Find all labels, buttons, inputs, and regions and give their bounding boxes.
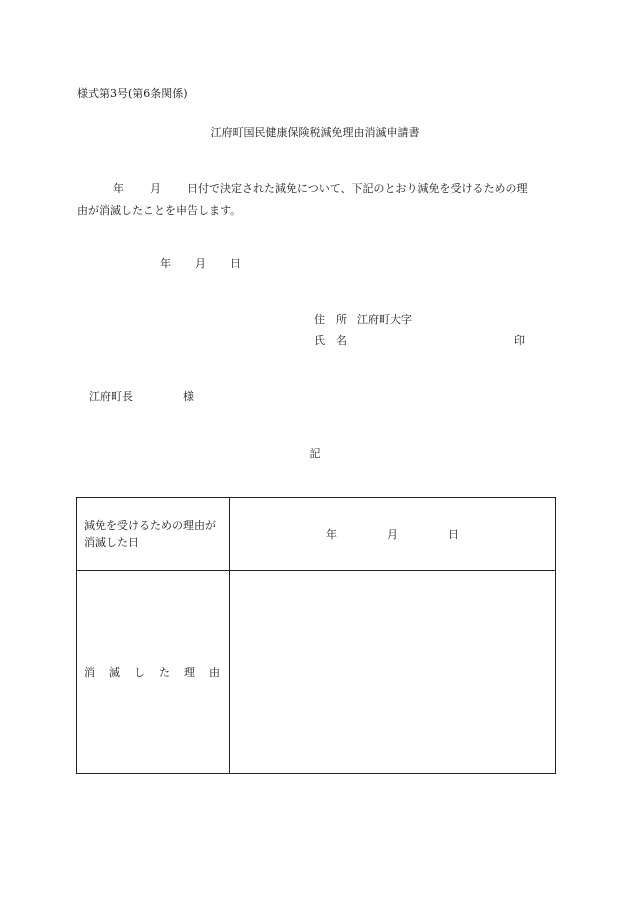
reason-label-char: し bbox=[134, 666, 145, 679]
decision-month-label: 月 bbox=[150, 182, 161, 195]
extinction-date-label-line1: 減免を受けるための理由が bbox=[84, 519, 216, 532]
seal-mark: 印 bbox=[514, 334, 525, 347]
address-value: 江府町大字 bbox=[357, 313, 412, 326]
filing-day-label: 日 bbox=[230, 257, 241, 270]
reason-label-char: 消 bbox=[84, 666, 95, 679]
addressee-title: 江府町長 bbox=[89, 390, 133, 403]
extinction-date-field[interactable] bbox=[230, 498, 556, 571]
filing-year-label: 年 bbox=[160, 257, 171, 270]
extinction-reason-field[interactable] bbox=[230, 571, 556, 774]
reason-label-char: 由 bbox=[209, 666, 220, 679]
addressee-honorific: 様 bbox=[183, 390, 194, 403]
table-row bbox=[77, 571, 556, 774]
address-label: 住 所 bbox=[314, 313, 347, 326]
filing-date bbox=[160, 255, 241, 271]
name-label: 氏 名 bbox=[314, 334, 347, 347]
addressee bbox=[89, 388, 194, 404]
declaration-text bbox=[77, 178, 562, 222]
declaration-line2: 由が消滅したことを申告します。 bbox=[77, 204, 242, 217]
filing-month-label: 月 bbox=[195, 257, 206, 270]
detail-table bbox=[76, 497, 556, 774]
applicant-address bbox=[314, 311, 412, 327]
extinction-year-label: 年 bbox=[326, 528, 337, 541]
extinction-month-label: 月 bbox=[387, 528, 398, 541]
ki-heading: 記 bbox=[309, 447, 321, 460]
form-number: 様式第3号(第6条関係) bbox=[77, 87, 188, 100]
document-title: 江府町国民健康保険税減免理由消滅申請書 bbox=[210, 126, 420, 139]
extinction-day-label: 日 bbox=[448, 528, 459, 541]
applicant-name bbox=[314, 332, 347, 348]
extinction-date-label bbox=[77, 498, 230, 571]
decision-year-label: 年 bbox=[113, 182, 124, 195]
declaration-line1: 日付で決定された減免について、下記のとおり減免を受けるための理 bbox=[187, 182, 528, 195]
reason-label-char: 滅 bbox=[109, 666, 120, 679]
reason-label-char: た bbox=[159, 666, 170, 679]
extinction-reason-label bbox=[77, 571, 230, 774]
reason-label-char: 理 bbox=[184, 666, 195, 679]
extinction-date-label-line2: 消滅した日 bbox=[84, 536, 139, 549]
table-row bbox=[77, 498, 556, 571]
